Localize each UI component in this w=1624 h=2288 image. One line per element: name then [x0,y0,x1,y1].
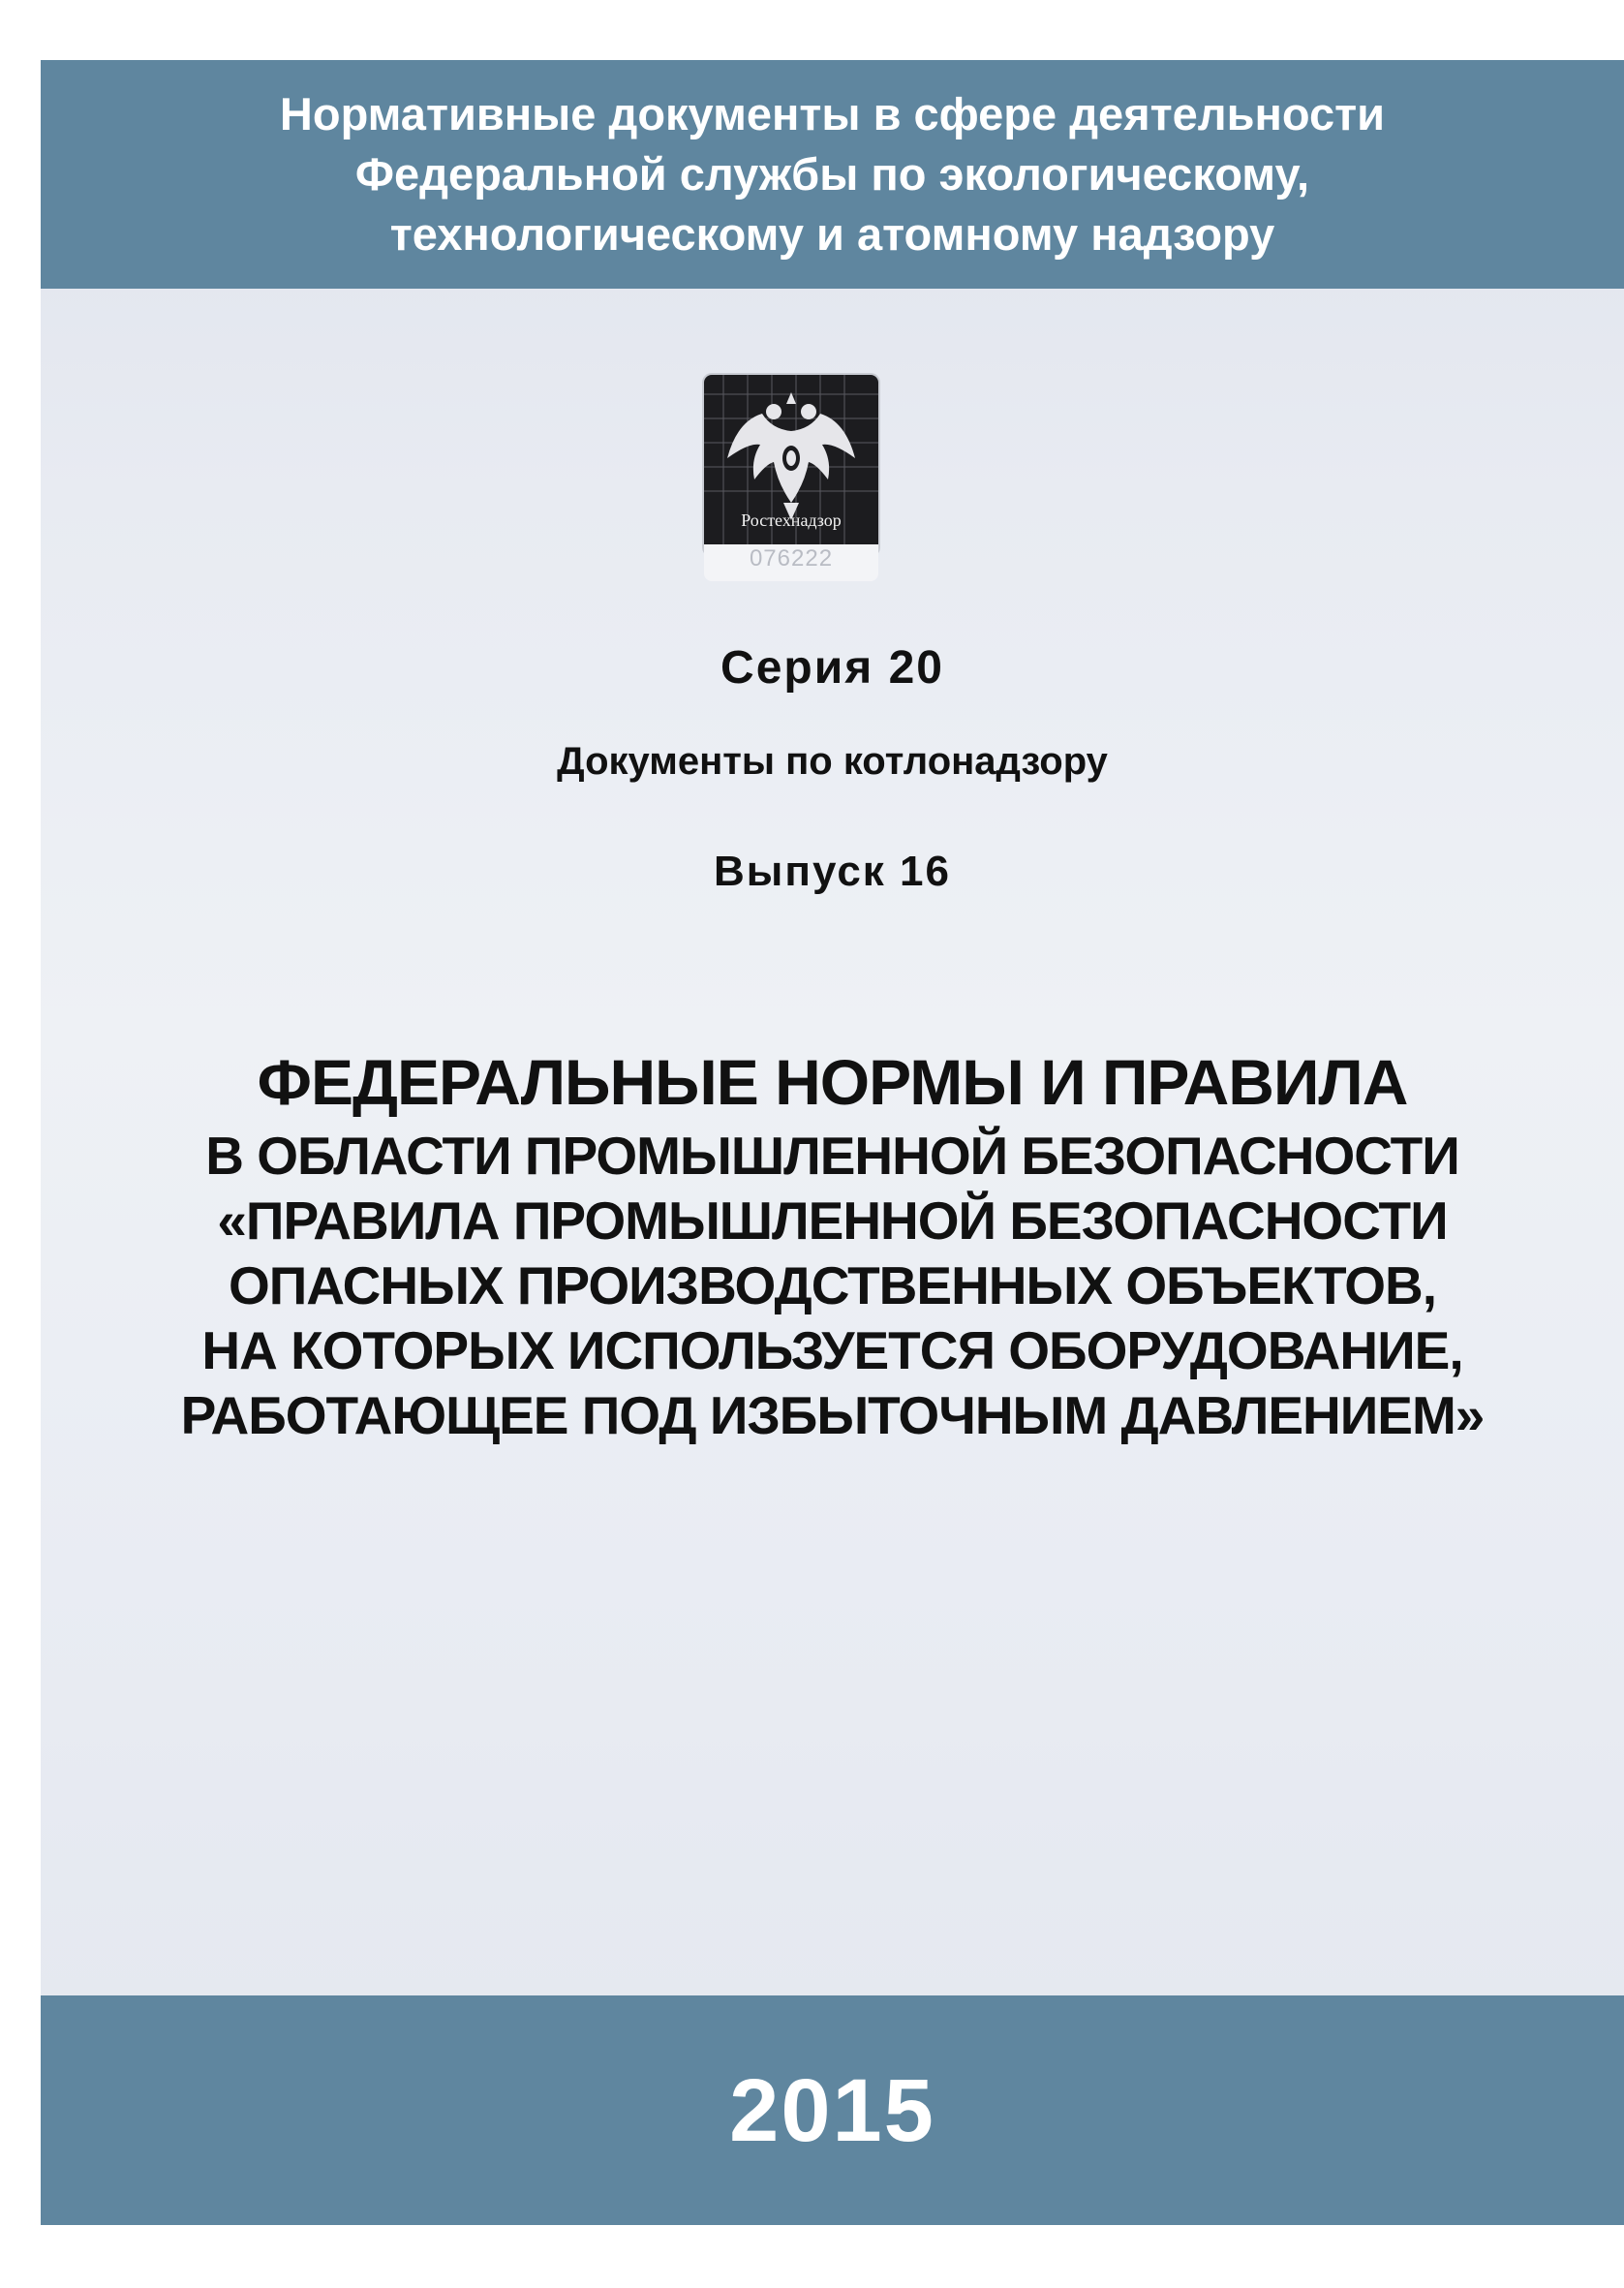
header-line-2: Федеральной службы по экологическому, [354,148,1310,200]
document-title [41,1040,1624,1448]
emblem-number: 076222 [749,545,834,572]
header-line-1: Нормативные документы в сфере деятельности [279,88,1386,139]
title-line-3: «ПРАВИЛА ПРОМЫШЛЕННОЙ БЕЗОПАСНОСТИ [217,1190,1448,1251]
book-cover [41,60,1624,2225]
publication-year: 2015 [729,2060,935,2160]
issue-number: Выпуск 16 [714,848,951,895]
title-line-5: НА КОТОРЫХ ИСПОЛЬЗУЕТСЯ ОБОРУДОВАНИЕ, [201,1320,1463,1380]
title-line-6: РАБОТАЮЩЕЕ ПОД ИЗБЫТОЧНЫМ ДАВЛЕНИЕМ» [180,1385,1485,1445]
footer-band [41,1995,1624,2225]
series-title: Документы по котлонадзору [557,740,1108,783]
header-line-3: технологическому и атомному надзору [389,208,1275,260]
emblem-label: Ростехнадзор [741,510,842,530]
title-line-4: ОПАСНЫХ ПРОИЗВОДСТВЕННЫХ ОБЪЕКТОВ, [228,1255,1437,1315]
header-band [41,60,1624,289]
title-line-2: В ОБЛАСТИ ПРОМЫШЛЕННОЙ БЕЗОПАСНОСТИ [205,1126,1459,1186]
title-line-1: ФЕДЕРАЛЬНЫЕ НОРМЫ И ПРАВИЛА [257,1046,1408,1118]
emblem-number-strip [704,544,878,581]
series-number: Серия 20 [720,642,944,694]
rostekhnadzor-emblem [704,375,878,555]
